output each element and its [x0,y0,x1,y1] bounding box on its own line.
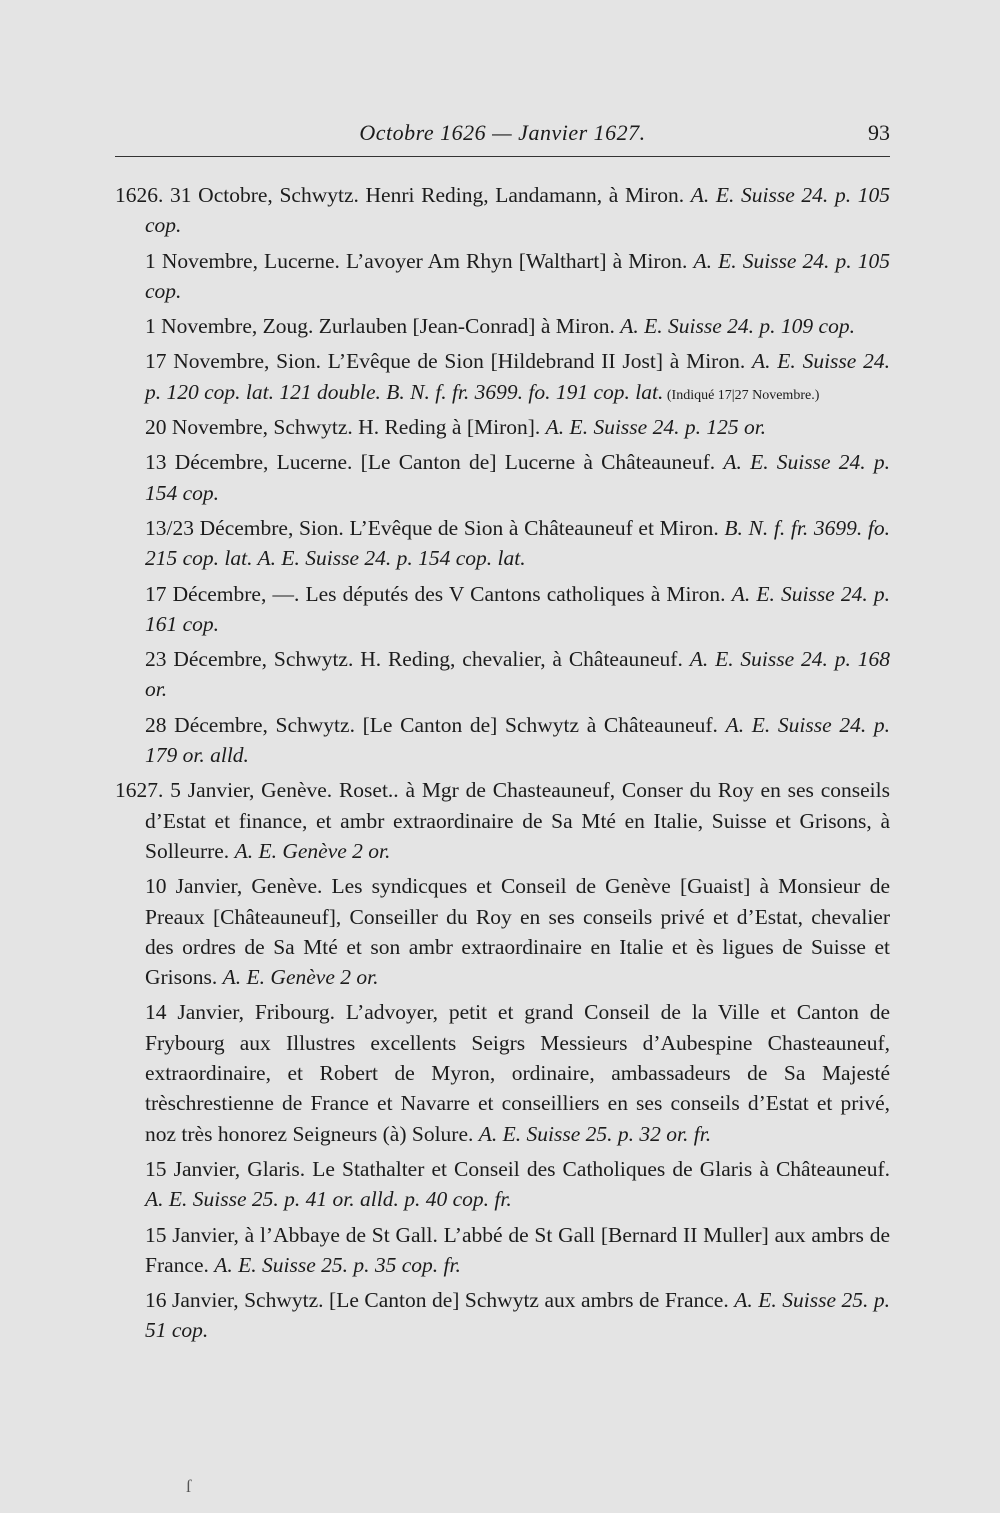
entry [115,412,890,446]
entry [115,1285,890,1350]
entry-reference: A. E. Suisse 25. p. 35 cop. fr. [214,1252,461,1277]
entry-lead: 17 Décembre, —. [145,581,300,606]
entry-lead: 16 Janvier, Schwytz. [145,1288,324,1313]
entry-text: Le Stathalter et Conseil des Catholiques de Glaris à Châteauneuf. [305,1156,890,1181]
entry-note: (Indiqué 17|27 Novembre.) [663,387,820,403]
entry [115,346,890,411]
header-rule [115,156,890,157]
entry-lead: 13/23 Décembre, Sion. [145,515,344,540]
entry-text: H. Reding, chevalier, à Châteauneuf. [353,647,690,672]
entry-lead: 1627. 5 Janvier, Genève. [115,778,333,803]
entry-lead: 13 Décembre, Lucerne. [145,450,353,475]
entry-reference: A. E. Suisse 24. p. 105 cop. [145,248,890,303]
entry-reference: B. N. f. fr. 3699. fo. 215 cop. lat. A. E. Suisse 24. p. 154 cop. lat. [145,515,890,571]
entry-reference: A. E. Suisse 24. p. 105 cop. [145,183,890,238]
entry-reference: A. E. Suisse 25. p. 51 cop. [145,1288,890,1343]
entry-lead: 20 Novembre, Schwytz. [145,415,353,440]
entry-text: Henri Reding, Landamann, à Miron. [358,183,691,207]
entry-text: L’Evêque de Sion à Châteauneuf et Miron. [343,515,725,540]
page-number: 93 [868,120,890,145]
entry [115,447,890,512]
entry-reference: A. E. Suisse 24. p. 154 cop. [145,450,890,505]
entry-text: H. Reding à [Miron]. [352,415,546,440]
entry-text: L’abbé de St Gall [Bernard II Muller] aux ambrs de France. [145,1222,890,1277]
entry-text: L’avoyer Am Rhyn [Walthart] à Miron. [339,248,694,273]
entry-reference: A. E. Genève 2 or. [222,965,379,990]
entry-reference: A. E. Suisse 24. p. 125 or. [545,415,767,440]
entry [115,246,890,311]
entry-lead: 1 Novembre, Zoug. [145,314,314,339]
entry-lead: 1 Novembre, Lucerne. [145,248,340,273]
running-title: Octobre 1626 — Janvier 1627. [359,120,646,145]
stray-mark: ſ [186,1476,192,1496]
entry-lead: 14 Janvier, Fribourg. [145,1000,336,1025]
entry-reference: A. E. Suisse 25. p. 41 or. alld. p. 40 cop. fr. [145,1187,512,1212]
entry-text: L’Evêque de Sion [Hildebrand II Jost] à Miron. [320,349,752,374]
entry-reference: A. E. Suisse 25. p. 32 or. fr. [478,1121,712,1146]
entry-reference: A. E. Suisse 24. p. 109 cop. [620,314,855,339]
entry-lead: 15 Janvier, à l’Abbaye de St Gall. [145,1222,438,1247]
entry [115,513,890,578]
entry [115,997,890,1152]
entry [115,579,890,644]
entry [115,180,890,245]
running-head [115,120,890,150]
entry-text: Zurlauben [Jean-Conrad] à Miron. [313,314,621,339]
entry-lead: 15 Janvier, Glaris. [145,1156,306,1181]
entry-lead: 17 Novembre, Sion. [145,349,321,374]
entry-reference: A. E. Suisse 24. p. 168 or. [145,647,890,702]
entry-text: Les syndicques et Conseil de Genève [Guaist] à Monsieur de Preaux [Châteauneuf], Conseiller du Roy en ses conseils privé et d’Estat, chevalier des ordres de Sa Mté et son ambr extraordinaire en Italie et ès ligues de Suisse et Grisons. [145,874,890,990]
entry-lead: 10 Janvier, Genève. [145,874,323,899]
entry-text: [Le Canton de] Lucerne à Châteauneuf. [352,450,724,475]
entry-reference: A. E. Suisse 24. p. 161 cop. [145,581,890,636]
calendar-entries [115,180,890,1351]
entry [115,644,890,709]
entry-text: [Le Canton de] Schwytz à Châteauneuf. [354,712,726,737]
entry-lead: 28 Décembre, Schwytz. [145,712,355,737]
entry-text: Roset.. à Mgr de Chasteauneuf, Conser du Roy en ses conseils d’Estat et finance, et ambr extraordinaire de Sa Mté en Italie, Suisse et Grisons, à Solleurre. [145,778,890,863]
entry-reference: A. E. Genève 2 or. [234,838,391,863]
entry-text: L’advoyer, petit et grand Conseil de la Ville et Canton de Frybourg aux Illustres excellents Seigrs Messieurs d’Aubespine Chasteauneuf, extraordinaire, et Robert de Myron, ordinaire, ambassadeurs de Sa Majesté trèschrestienne de France et Navarre et conseilliers en ses conseils d’Estat et privé, noz très honorez Seigneurs (à) Solure. [145,1000,890,1146]
entry [115,311,890,345]
entry [115,710,890,775]
entry-text: [Le Canton de] Schwytz aux ambrs de France. [323,1288,735,1313]
entry [115,871,890,996]
entry [115,1220,890,1285]
entry-lead: 23 Décembre, Schwytz. [145,647,354,672]
entry-reference: A. E. Suisse 24. p. 120 cop. lat. 121 double. B. N. f. fr. 3699. fo. 191 cop. lat. [145,349,890,404]
entry [115,1154,890,1219]
entry-lead: 1626. 31 Octobre, Schwytz. [115,183,359,207]
entry [115,775,890,870]
entry-reference: A. E. Suisse 24. p. 179 or. alld. [145,712,891,768]
entry-text: Les députés des V Cantons catholiques à Miron. [299,581,732,606]
